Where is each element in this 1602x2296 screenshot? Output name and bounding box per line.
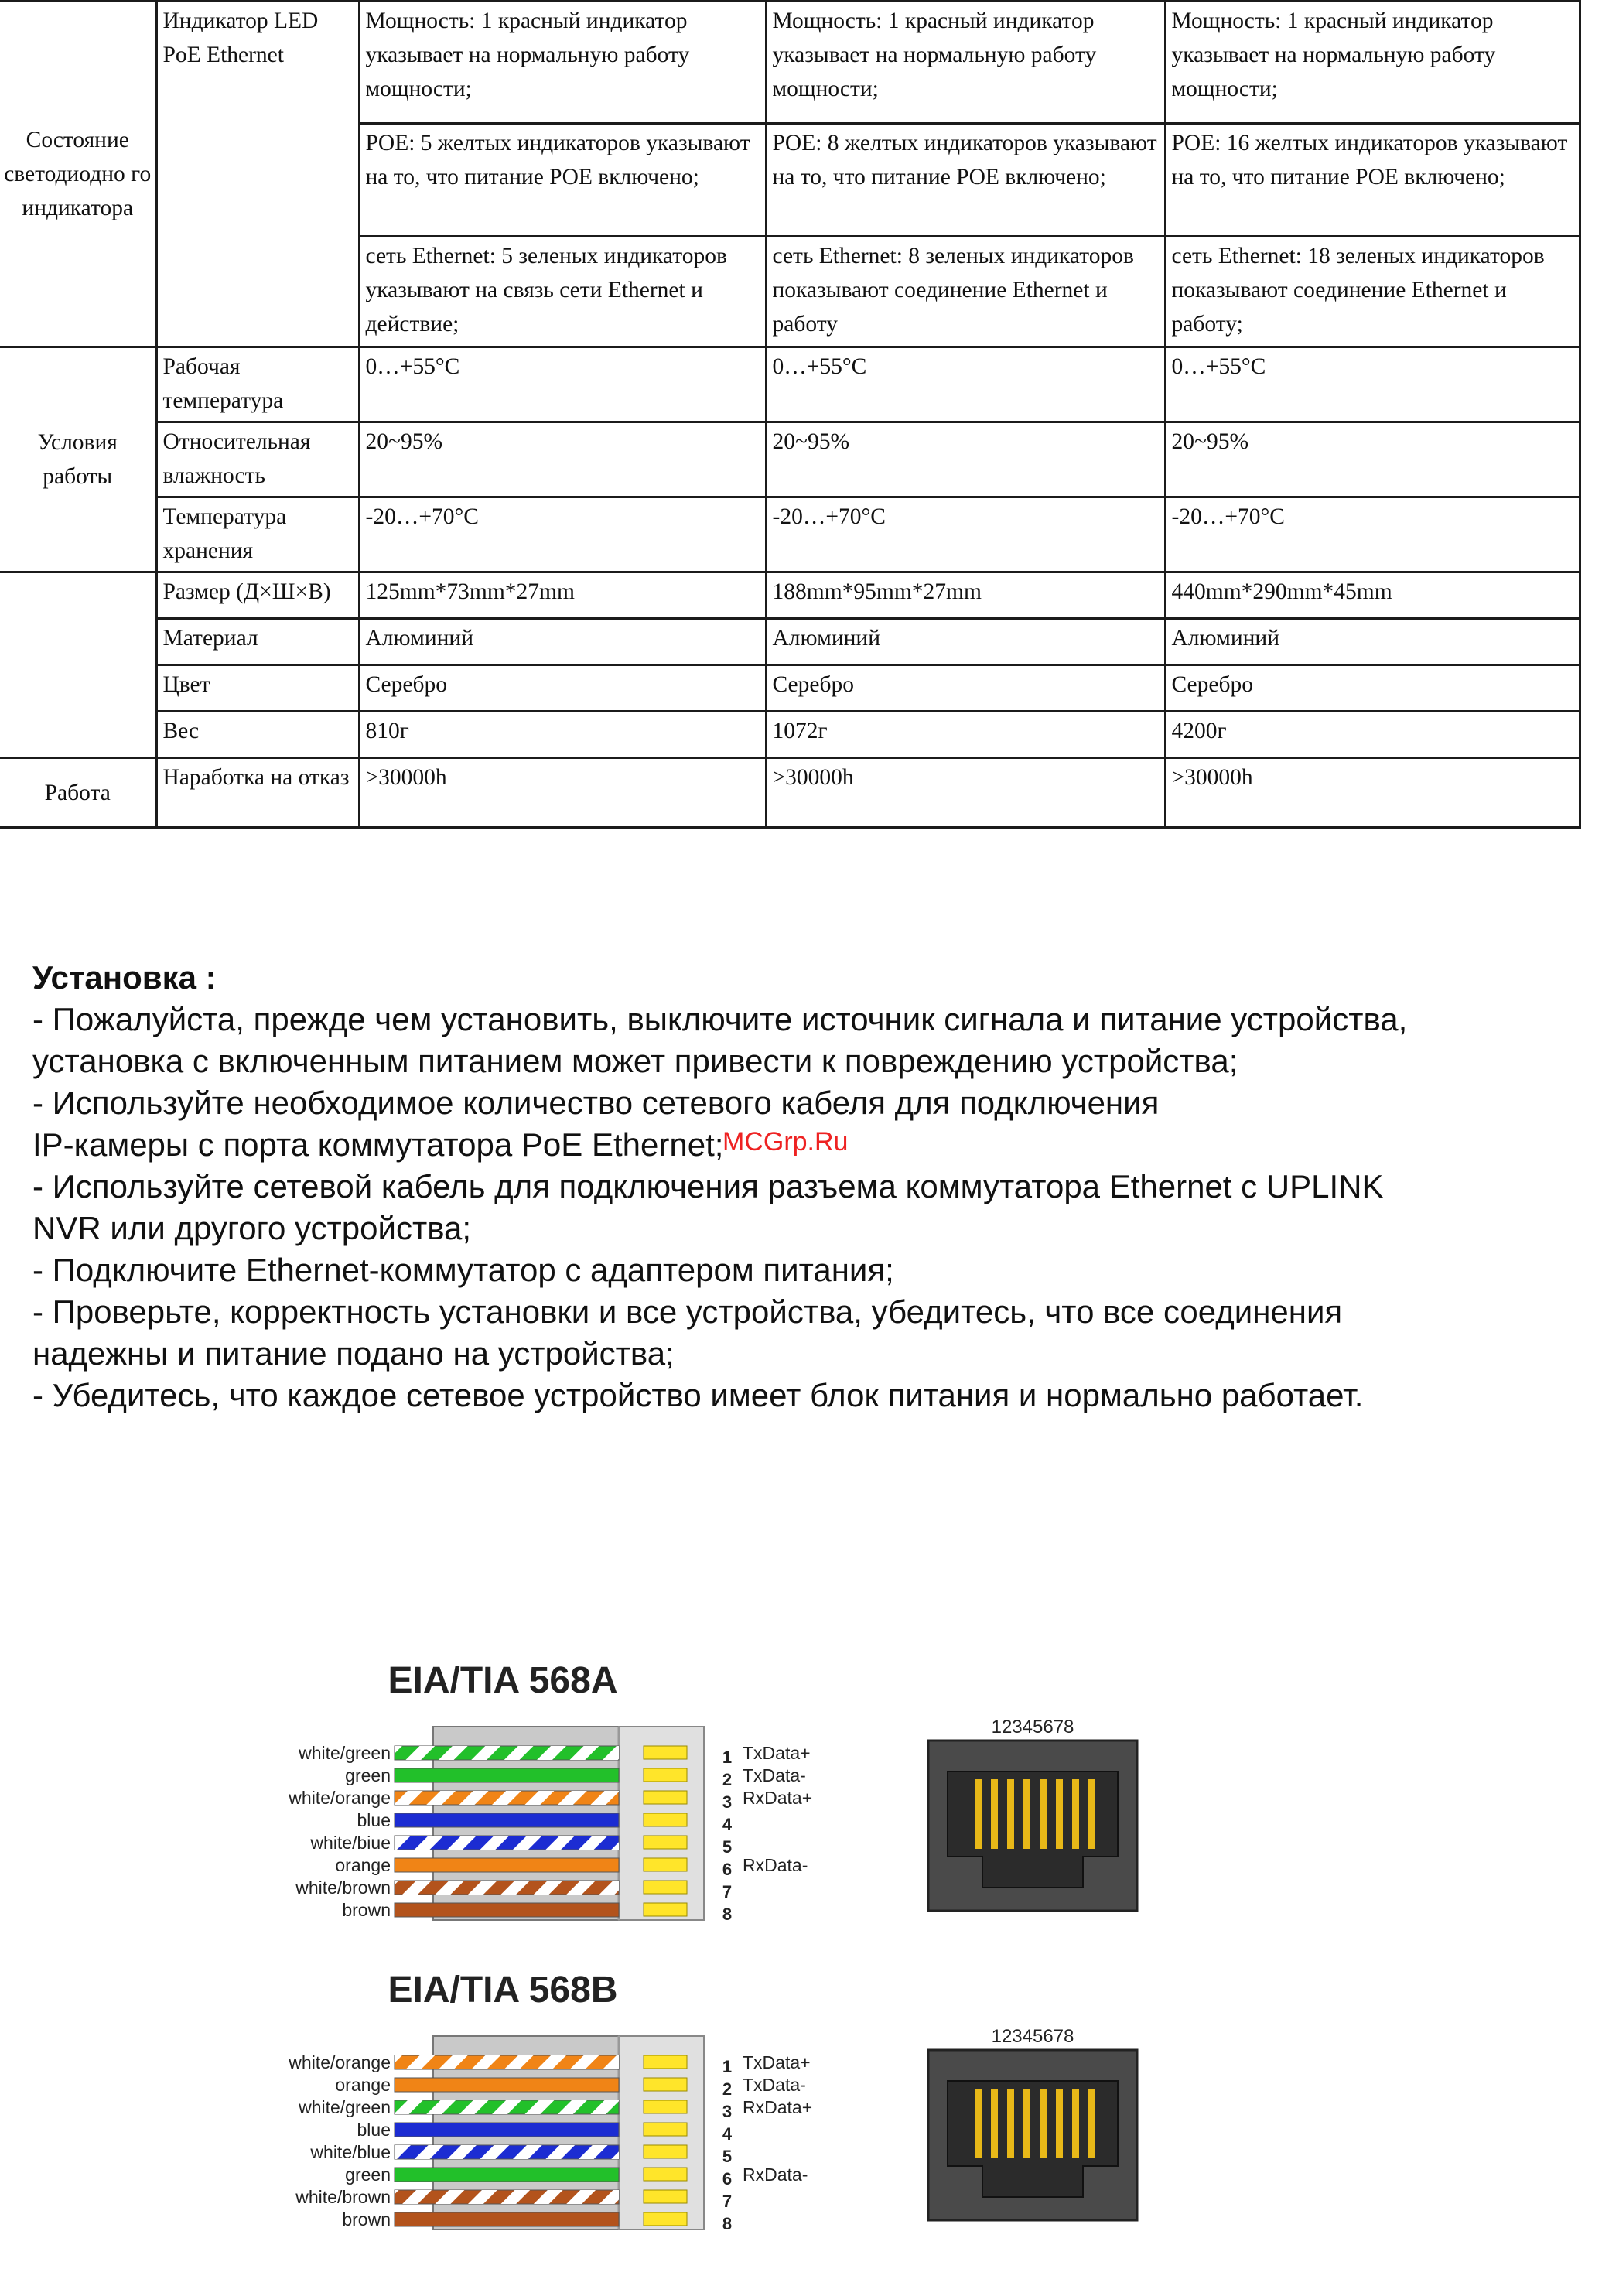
jack-pin: [1023, 2089, 1030, 2158]
wire-label: white/green: [299, 1743, 391, 1763]
installation-title: Установка :: [32, 959, 217, 996]
value-cell: Алюминий: [766, 619, 1165, 665]
pin-number: 1: [722, 2057, 733, 2076]
standard-title: EIA/TIA 568B: [388, 1970, 618, 2011]
row-label: Материал: [156, 619, 359, 665]
jack-pin-numbers: 12345678: [991, 2026, 1074, 2047]
wire-label: green: [345, 1765, 391, 1785]
wire-label: green: [345, 2164, 391, 2185]
row-label: Температура хранения: [156, 497, 359, 572]
poe-cell: POE: 8 желтых индикаторов указывают на то, что питание POE включено;: [766, 124, 1165, 237]
wire-label: blue: [357, 2120, 391, 2140]
wire-label: orange: [335, 1855, 391, 1875]
table-row: [0, 422, 1580, 497]
value-cell: 440mm*290mm*45mm: [1165, 572, 1580, 619]
value-cell: 20~95%: [359, 422, 766, 497]
value-cell: >30000h: [1165, 758, 1580, 828]
value-cell: 125mm*73mm*27mm: [359, 572, 766, 619]
wire-label: white/orange: [289, 2052, 391, 2072]
value-cell: -20…+70°C: [359, 497, 766, 572]
jack-pin: [1088, 2089, 1095, 2158]
watermark: MCGrp.Ru: [722, 1127, 849, 1157]
jack-pin: [1056, 2089, 1063, 2158]
jack-pin: [1007, 2089, 1014, 2158]
pin-number: 4: [722, 1815, 733, 1834]
pin-signal-label: TxData-: [743, 1765, 806, 1785]
value-cell: 810г: [359, 712, 766, 758]
wire-stripe: [395, 2190, 619, 2204]
row-label: Вес: [156, 712, 359, 758]
jack-pin: [1023, 1779, 1030, 1849]
pin-number: 5: [722, 1837, 733, 1857]
work-group-cell: Работа: [0, 758, 156, 828]
installation-line: - Подключите Ethernet-коммутатор с адаптером питания;: [32, 1252, 894, 1288]
row-label: Наработка на отказ: [156, 758, 359, 828]
wire-stripe: [395, 2100, 619, 2114]
value-cell: Серебро: [766, 665, 1165, 712]
row-label: Размер (Д×Ш×В): [156, 572, 359, 619]
value-cell: -20…+70°C: [1165, 497, 1580, 572]
value-cell: 20~95%: [1165, 422, 1580, 497]
plug-pin: [644, 1903, 687, 1916]
wire: [395, 1768, 619, 1782]
value-cell: 0…+55°C: [766, 347, 1165, 422]
rj45-wiring-diagram: [248, 1655, 1176, 2290]
pin-number: 6: [722, 1860, 733, 1879]
table-row: [0, 2, 1580, 124]
wire: [395, 2078, 619, 2092]
installation-line: - Убедитесь, что каждое сетевое устройство имеет блок питания и нормально работает.: [32, 1377, 1364, 1413]
jack-pin: [975, 2089, 982, 2158]
pin-number: 7: [722, 2192, 733, 2211]
wire: [395, 1813, 619, 1827]
standard-title: EIA/TIA 568A: [388, 1660, 618, 1701]
wire-label: white/orange: [289, 1788, 391, 1808]
pin-number: 2: [722, 1770, 733, 1789]
plug-pin: [644, 2145, 687, 2158]
jack-pin: [1088, 1779, 1095, 1849]
plug-pin: [644, 2055, 687, 2069]
pin-number: 8: [722, 1905, 733, 1924]
wire-label: brown: [342, 1900, 391, 1920]
row-label: Относительная влажность: [156, 422, 359, 497]
pin-signal-label: RxData-: [743, 2164, 808, 2185]
pin-signal-label: TxData-: [743, 2075, 806, 2095]
jack-pin: [1007, 1779, 1014, 1849]
conditions-group-cell: Условия работы: [0, 347, 156, 572]
plug-pin: [644, 1881, 687, 1894]
pin-signal-label: RxData+: [743, 1788, 813, 1808]
wire-stripe: [395, 1836, 619, 1850]
pin-number: 7: [722, 1882, 733, 1901]
wire-label: white/brown: [295, 2187, 391, 2207]
wire-label: white/green: [299, 2097, 391, 2117]
pin-number: 2: [722, 2079, 733, 2099]
value-cell: 0…+55°C: [1165, 347, 1580, 422]
pin-signal-label: TxData+: [743, 1743, 811, 1763]
wire: [395, 2212, 619, 2226]
plug-pin: [644, 1746, 687, 1759]
wire: [395, 1903, 619, 1917]
plug-pin: [644, 1813, 687, 1826]
value-cell: 20~95%: [766, 422, 1165, 497]
wire-label: blue: [357, 1810, 391, 1830]
plug-pin: [644, 1768, 687, 1782]
wiring-standard-1: [288, 1660, 1137, 1924]
pin-number: 3: [722, 2102, 733, 2121]
plug-pin: [644, 2078, 687, 2091]
wire: [395, 2123, 619, 2137]
blank-group-cell: [0, 572, 156, 758]
value-cell: Серебро: [1165, 665, 1580, 712]
power-cell: Мощность: 1 красный индикатор указывает на нормальную работу мощности;: [359, 2, 766, 124]
table-row: [0, 758, 1580, 828]
value-cell: Алюминий: [359, 619, 766, 665]
row-label: Рабочая температура: [156, 347, 359, 422]
installation-line: установка с включенным питанием может привести к повреждению устройства;: [32, 1043, 1238, 1079]
installation-line: NVR или другого устройства;: [32, 1210, 472, 1246]
table-row: [0, 665, 1580, 712]
wire-stripe: [395, 2145, 619, 2159]
jack-pin: [1040, 1779, 1047, 1849]
poe-cell: POE: 16 желтых индикаторов указывают на то, что питание POE включено;: [1165, 124, 1580, 237]
wire-label: white/blue: [310, 2142, 391, 2162]
plug-pin: [644, 2123, 687, 2136]
ethernet-cell: сеть Ethernet: 8 зеленых индикаторов показывают соединение Ethernet и работу: [766, 237, 1165, 347]
pin-number: 3: [722, 1792, 733, 1812]
ethernet-cell: сеть Ethernet: 18 зеленых индикаторов показывают соединение Ethernet и работу;: [1165, 237, 1580, 347]
pin-number: 5: [722, 2147, 733, 2166]
value-cell: >30000h: [766, 758, 1165, 828]
spec-table: [0, 0, 1581, 829]
wire-label: brown: [342, 2209, 391, 2229]
pin-signal-label: TxData+: [743, 2052, 811, 2072]
installation-line: - Используйте сетевой кабель для подключения разъема коммутатора Ethernet с UPLINK: [32, 1168, 1384, 1204]
row-label: Цвет: [156, 665, 359, 712]
installation-line: надежны и питание подано на устройства;: [32, 1335, 675, 1372]
table-row: [0, 712, 1580, 758]
plug-pin: [644, 2190, 687, 2203]
plug-pin: [644, 2100, 687, 2113]
jack-pin: [1072, 1779, 1079, 1849]
jack-pin: [975, 1779, 982, 1849]
plug-pin: [644, 1836, 687, 1849]
value-cell: -20…+70°C: [766, 497, 1165, 572]
pin-signal-label: RxData+: [743, 2097, 813, 2117]
wire-label: white/brown: [295, 1877, 391, 1898]
pin-number: 6: [722, 2169, 733, 2188]
wiring-standard-2: [288, 1970, 1137, 2233]
wire: [395, 2168, 619, 2182]
pin-number: 4: [722, 2124, 733, 2144]
plug-pin: [644, 1858, 687, 1871]
installation-line: - Используйте необходимое количество сетевого кабеля для подключения: [32, 1085, 1160, 1121]
wire-label: white/biue: [310, 1833, 391, 1853]
wire-stripe: [395, 1746, 619, 1760]
jack-pin: [991, 1779, 998, 1849]
table-row: [0, 497, 1580, 572]
led-group-cell: Состояние светодиодно го индикатора: [0, 2, 156, 347]
plug-pin: [644, 2212, 687, 2226]
jack-pin: [1072, 2089, 1079, 2158]
wire-stripe: [395, 2055, 619, 2069]
pin-number: 1: [722, 1748, 733, 1767]
jack-pin: [1040, 2089, 1047, 2158]
jack-pin: [1056, 1779, 1063, 1849]
value-cell: Алюминий: [1165, 619, 1580, 665]
value-cell: 0…+55°C: [359, 347, 766, 422]
value-cell: 1072г: [766, 712, 1165, 758]
pin-number: 8: [722, 2214, 733, 2233]
wire: [395, 1858, 619, 1872]
table-row: [0, 572, 1580, 619]
poe-cell: POE: 5 желтых индикаторов указывают на то, что питание POE включено;: [359, 124, 766, 237]
table-row: [0, 619, 1580, 665]
value-cell: >30000h: [359, 758, 766, 828]
jack-pin: [991, 2089, 998, 2158]
led-label-cell: Индикатор LED PoE Ethernet: [156, 2, 359, 347]
value-cell: 188mm*95mm*27mm: [766, 572, 1165, 619]
installation-line: - Пожалуйста, прежде чем установить, выключите источник сигнала и питание устройства,: [32, 1001, 1408, 1037]
plug-pin: [644, 2168, 687, 2181]
wire-label: orange: [335, 2075, 391, 2095]
value-cell: 4200г: [1165, 712, 1580, 758]
value-cell: Серебро: [359, 665, 766, 712]
power-cell: Мощность: 1 красный индикатор указывает на нормальную работу мощности;: [766, 2, 1165, 124]
installation-line: IP-камеры с порта коммутатора PoE Ethernet;: [32, 1126, 724, 1163]
plug-pin: [644, 1791, 687, 1804]
installation-section: [32, 957, 1587, 1416]
pin-signal-label: RxData-: [743, 1855, 808, 1875]
jack-pin-numbers: 12345678: [991, 1717, 1074, 1737]
wire-stripe: [395, 1791, 619, 1805]
ethernet-cell: сеть Ethernet: 5 зеленых индикаторов указывают на связь сети Ethernet и действие;: [359, 237, 766, 347]
installation-line: - Проверьте, корректность установки и все устройства, убедитесь, что все соединения: [32, 1293, 1343, 1330]
table-row: [0, 347, 1580, 422]
wire-stripe: [395, 1881, 619, 1895]
power-cell: Мощность: 1 красный индикатор указывает на нормальную работу мощности;: [1165, 2, 1580, 124]
